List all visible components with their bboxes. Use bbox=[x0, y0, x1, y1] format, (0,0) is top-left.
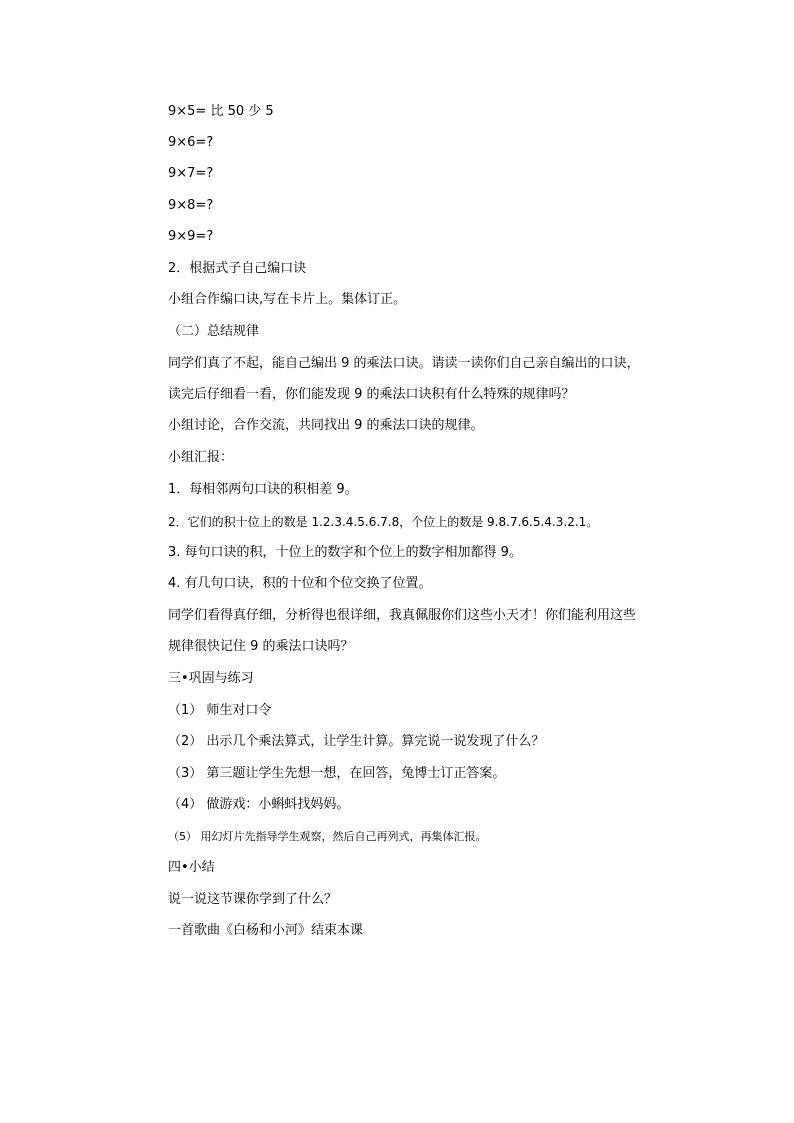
step-compile-rhymes: 2．根据式子自己编口诀 bbox=[168, 261, 307, 276]
summary-question: 说一说这节课你学到了什么？ bbox=[168, 892, 338, 907]
closing-song-text: 一首歌曲《白杨和小河》结束本课 bbox=[168, 923, 364, 938]
practice-item-1: （1） 师生对口令 bbox=[168, 703, 272, 718]
group-cooperation-text: 小组合作编口诀,写在卡片上。集体订正。 bbox=[168, 292, 407, 307]
practice-item-2: （2） 出示几个乘法算式，让学生计算。算完说一说发现了什么？ bbox=[168, 734, 545, 749]
section-heading-practice: 三•巩固与练习 bbox=[168, 671, 254, 686]
rule-item-2: 2．它们的积十位上的数是 1.2.3.4.5.6.7.8，个位上的数是 9.8.7.6.5.4.3.2.1。 bbox=[168, 515, 599, 529]
equation-9x8: 9×8=? bbox=[168, 198, 214, 213]
practice-item-4: （4） 做游戏：小蝌蚪找妈妈。 bbox=[168, 797, 350, 812]
section-heading-summary-rules: （二）总结规律 bbox=[168, 324, 260, 339]
practice-item-5: （5） 用幻灯片先指导学生观察，然后自己再列式，再集体汇报。 bbox=[168, 830, 487, 843]
group-report-label: 小组汇报： bbox=[168, 450, 234, 465]
equation-9x6: 9×6=? bbox=[168, 135, 214, 150]
equation-9x7: 9×7=? bbox=[168, 166, 214, 181]
paragraph-praise-line-2: 读完后仔细看一看，你们能发现 9 的乘法口诀积有什么特殊的规律吗？ bbox=[168, 387, 575, 402]
section-heading-summary: 四•小结 bbox=[168, 860, 215, 875]
paragraph-compliment-line-2: 规律很快记住 9 的乘法口诀吗？ bbox=[168, 639, 354, 654]
group-discussion-text: 小组讨论，合作交流，共同找出 9 的乘法口诀的规律。 bbox=[168, 418, 484, 433]
paragraph-compliment-line-1: 同学们看得真仔细，分析得也很详细，我真佩服你们这些小天才！你们能利用这些 bbox=[168, 608, 637, 623]
rule-item-1: 1．每相邻两句口诀的积相差 9。 bbox=[168, 482, 358, 497]
practice-item-3: （3） 第三题让学生先想一想，在回答，兔博士订正答案。 bbox=[168, 766, 506, 781]
rule-item-4: 4. 有几句口诀，积的十位和个位交换了位置。 bbox=[168, 576, 432, 591]
equation-9x9: 9×9=? bbox=[168, 229, 214, 244]
rule-item-3: 3. 每句口诀的积，十位上的数字和个位上的数字相加都得 9。 bbox=[168, 545, 522, 560]
paragraph-praise-line-1: 同学们真了不起，能自己编出 9 的乘法口诀。请读一读你们自己亲自编出的口诀， bbox=[168, 356, 640, 371]
equation-9x5: 9×5= 比 50 少 5 bbox=[168, 104, 274, 119]
